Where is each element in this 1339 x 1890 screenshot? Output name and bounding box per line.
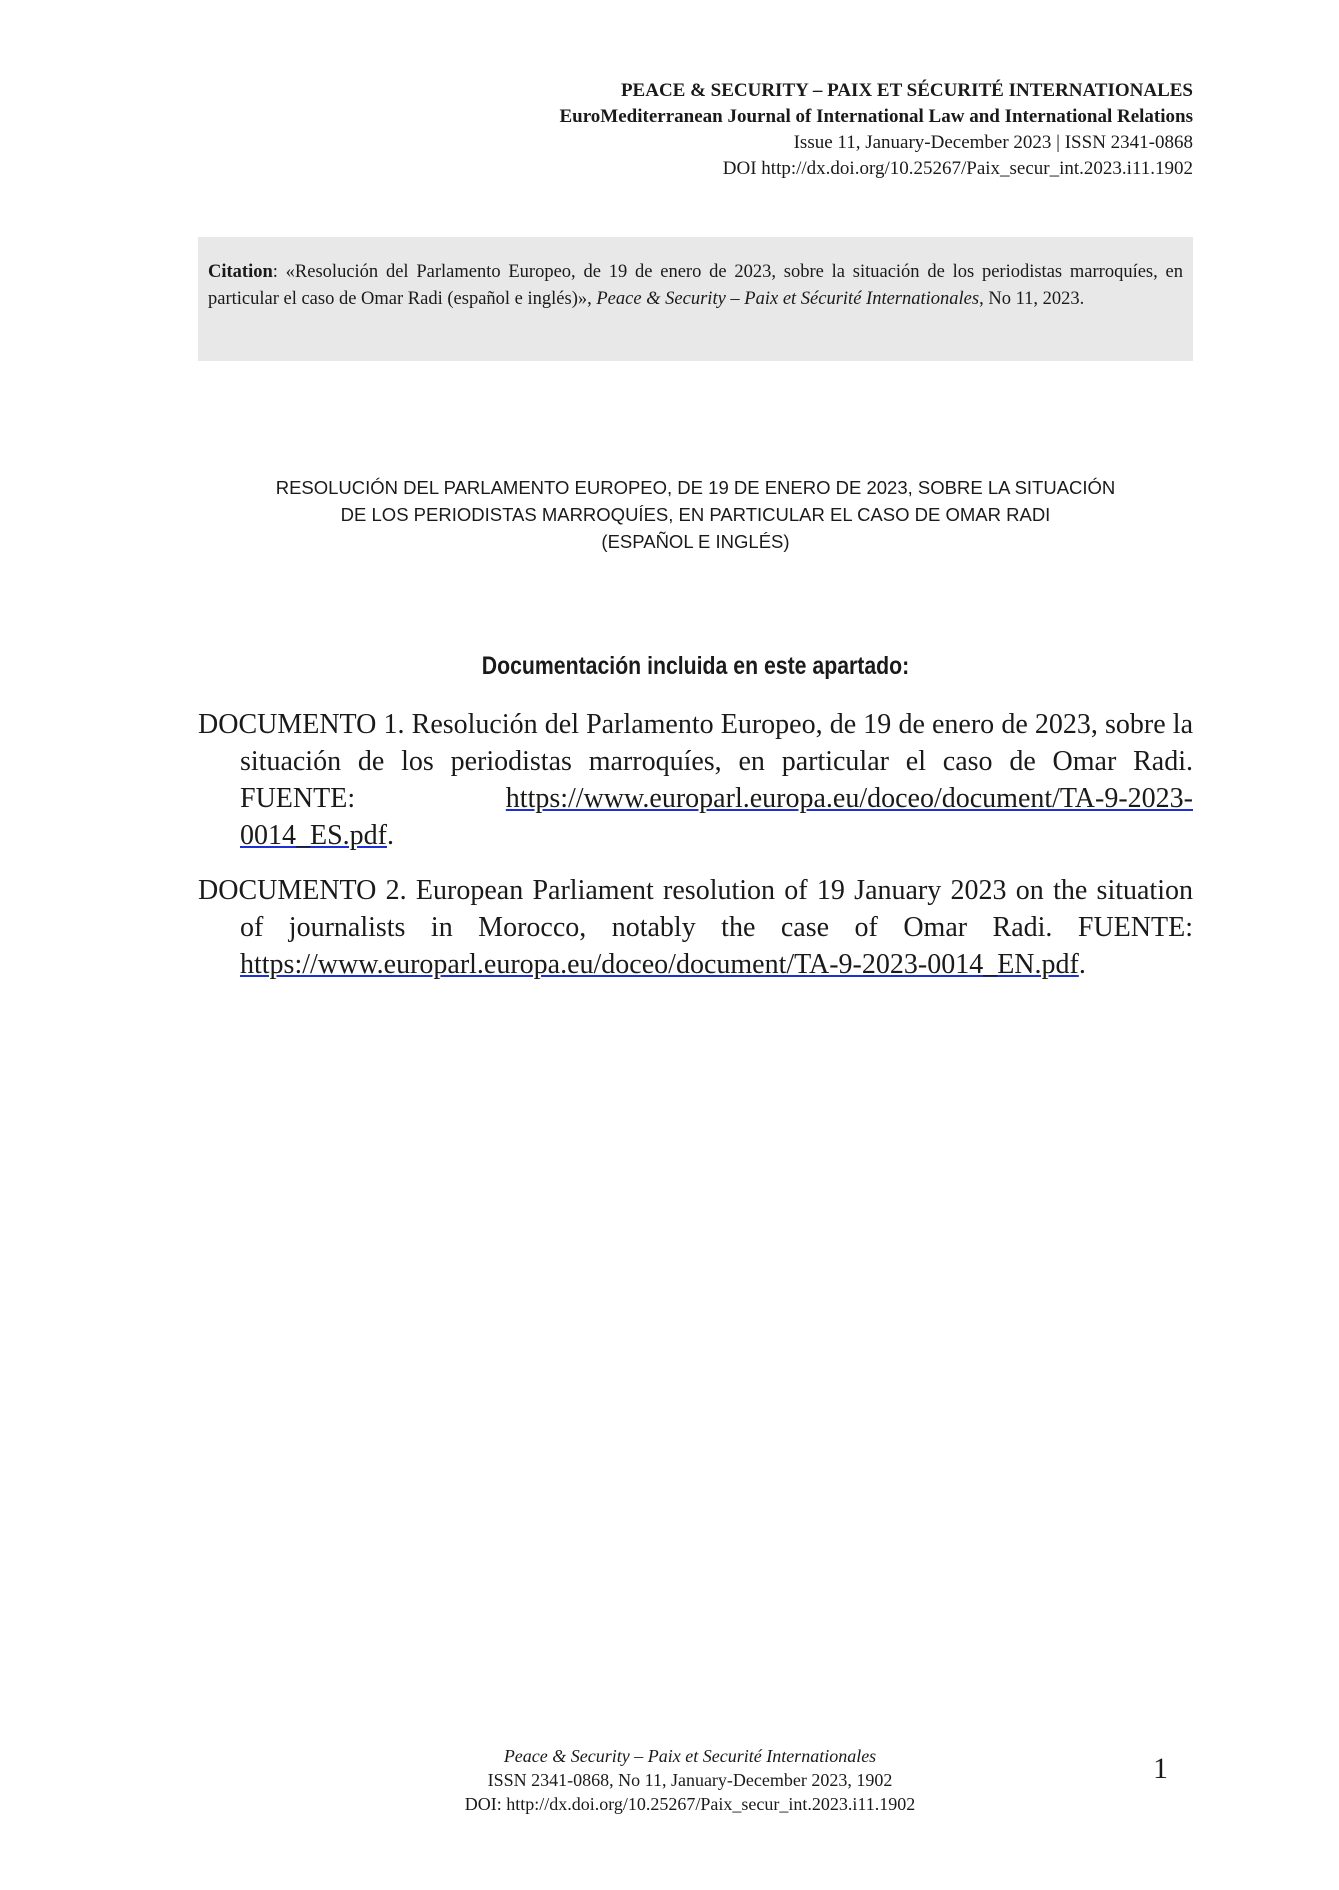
footer-issn: ISSN 2341-0868, No 11, January-December 2023, 1902	[487, 1770, 893, 1790]
title-line: (ESPAÑOL E INGLÉS)	[601, 531, 790, 552]
title-line: RESOLUCIÓN DEL PARLAMENTO EUROPEO, DE 19 DE ENERO DE 2023, SOBRE LA SITUACIÓN	[275, 477, 1116, 498]
issue-info: Issue 11, January-December 2023 | ISSN 2341-0868	[793, 132, 1193, 153]
document-link[interactable]: https://www.europarl.europa.eu/doceo/document/TA-9-2023-0014_EN.pdf	[240, 949, 1079, 980]
document-link[interactable]: https://www.europarl.europa.eu/doceo/document/TA-9-2023-0014_ES.pdf	[240, 783, 1193, 851]
journal-title: PEACE & SECURITY – PAIX ET SÉCURITÉ INTERNATIONALES	[620, 80, 1193, 101]
document-end: .	[387, 820, 394, 851]
section-heading: Documentación incluida en este apartado:	[481, 652, 910, 680]
document-end: .	[1078, 949, 1086, 980]
citation-text: : «Resolución del Parlamento Europeo, de 19 de enero de 2023, sobre la situación de los periodistas marroquíes, en particular el caso de Omar Radi (español e inglés)»,	[208, 262, 1183, 309]
page-footer	[400, 1744, 980, 1816]
citation-box	[198, 237, 1193, 361]
citation-label: Citation	[208, 262, 273, 282]
footer-doi: DOI: http://dx.doi.org/10.25267/Paix_secur_int.2023.i11.1902	[464, 1794, 916, 1814]
citation-journal: Peace & Security – Paix et Sécurité Internationales	[596, 289, 980, 309]
document-list	[198, 706, 1193, 1001]
document-title	[198, 474, 1193, 555]
journal-subtitle: EuroMediterranean Journal of International Law and International Relations	[559, 106, 1193, 127]
citation-tail: , No 11, 2023.	[979, 289, 1085, 309]
title-line: DE LOS PERIODISTAS MARROQUÍES, EN PARTICULAR EL CASO DE OMAR RADI	[340, 504, 1051, 525]
document-item	[198, 706, 1193, 854]
document-text: DOCUMENTO 2. European Parliament resolution of 19 January 2023 on the situation of journalists in Morocco, notably the case of Omar Radi. FUENTE:	[198, 875, 1193, 943]
document-item	[198, 872, 1193, 983]
doi: DOI http://dx.doi.org/10.25267/Paix_secur_int.2023.i11.1902	[722, 158, 1193, 179]
footer-journal: Peace & Security – Paix et Securité Internationales	[503, 1746, 877, 1766]
page-header	[559, 78, 1193, 182]
page-number: 1	[1153, 1752, 1168, 1785]
document-text: DOCUMENTO 1. Resolución del Parlamento Europeo, de 19 de enero de 2023, sobre la situación de los periodistas marroquíes, en particular el caso de Omar Radi. FUENTE:	[198, 709, 1193, 814]
